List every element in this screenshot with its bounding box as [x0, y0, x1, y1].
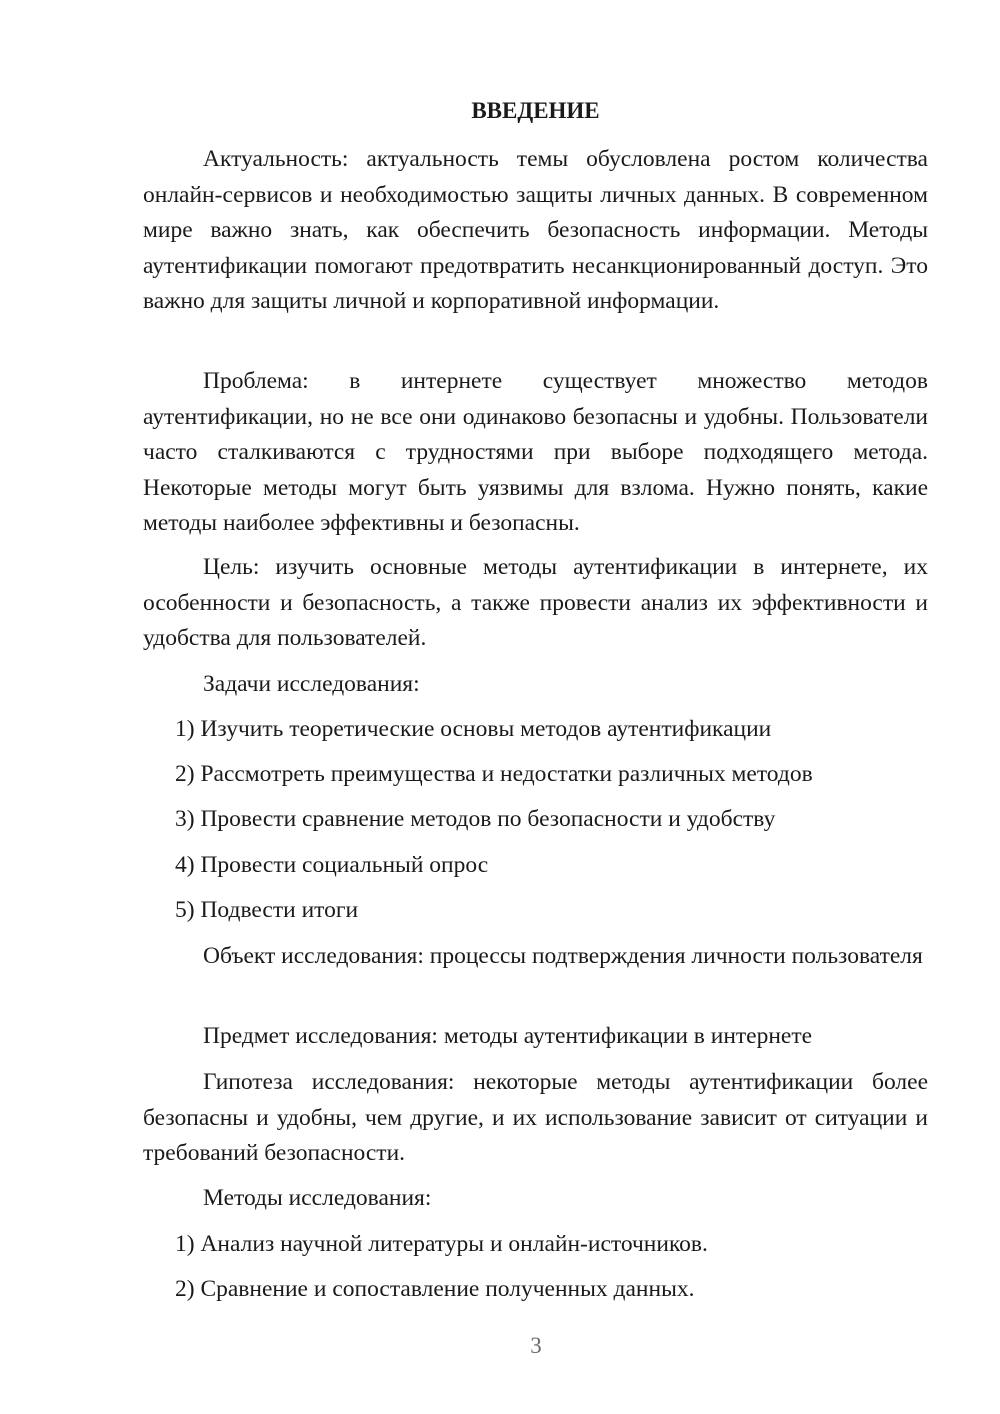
list-item: 2) Рассмотреть преимущества и недостатки различных методов	[175, 761, 813, 787]
list-item: 2) Сравнение и сопоставление полученных данных.	[175, 1276, 695, 1302]
relevance-paragraph: Актуальность: актуальность темы обусловлена ростом количества онлайн-сервисов и необходимостью защиты личных данных. В современном мире важно знать, как обеспечить безопасность информации. Методы аутентификации помогают предотвратить несанкционированный доступ. Это важно для защиты личной и корпоративной информации.	[143, 146, 928, 314]
list-item: 1) Анализ научной литературы и онлайн-источников.	[175, 1231, 708, 1257]
list-item: 4) Провести социальный опрос	[175, 852, 489, 878]
subject-paragraph: Предмет исследования: методы аутентификации в интернете	[203, 1023, 813, 1049]
problem-paragraph: Проблема: в интернете существует множество методов аутентификации, но не все они одинаково безопасны и удобны. Пользователи часто сталкиваются с трудностями при выборе подходящего метода. Некоторые методы могут быть уязвимы для взлома. Нужно понять, какие методы наиболее эффективны и безопасны.	[143, 368, 928, 536]
list-item: 1) Изучить теоретические основы методов аутентификации	[175, 716, 772, 742]
page-title: ВВЕДЕНИЕ	[471, 98, 600, 123]
object-paragraph: Объект исследования: процессы подтверждения личности пользователя	[203, 943, 923, 969]
list-item: 5) Подвести итоги	[175, 897, 359, 923]
methods-title: Методы исследования:	[203, 1185, 432, 1211]
page-number: 3	[530, 1333, 542, 1358]
goal-paragraph: Цель: изучить основные методы аутентификации в интернете, их особенности и безопасность, а также провести анализ их эффективности и удобства для пользователей.	[143, 554, 928, 651]
list-item: 3) Провести сравнение методов по безопасности и удобству	[175, 806, 776, 832]
hypothesis-paragraph: Гипотеза исследования: некоторые методы аутентификации более безопасны и удобны, чем другие, и их использование зависит от ситуации и требований безопасности.	[143, 1069, 928, 1166]
tasks-title: Задачи исследования:	[203, 671, 420, 697]
